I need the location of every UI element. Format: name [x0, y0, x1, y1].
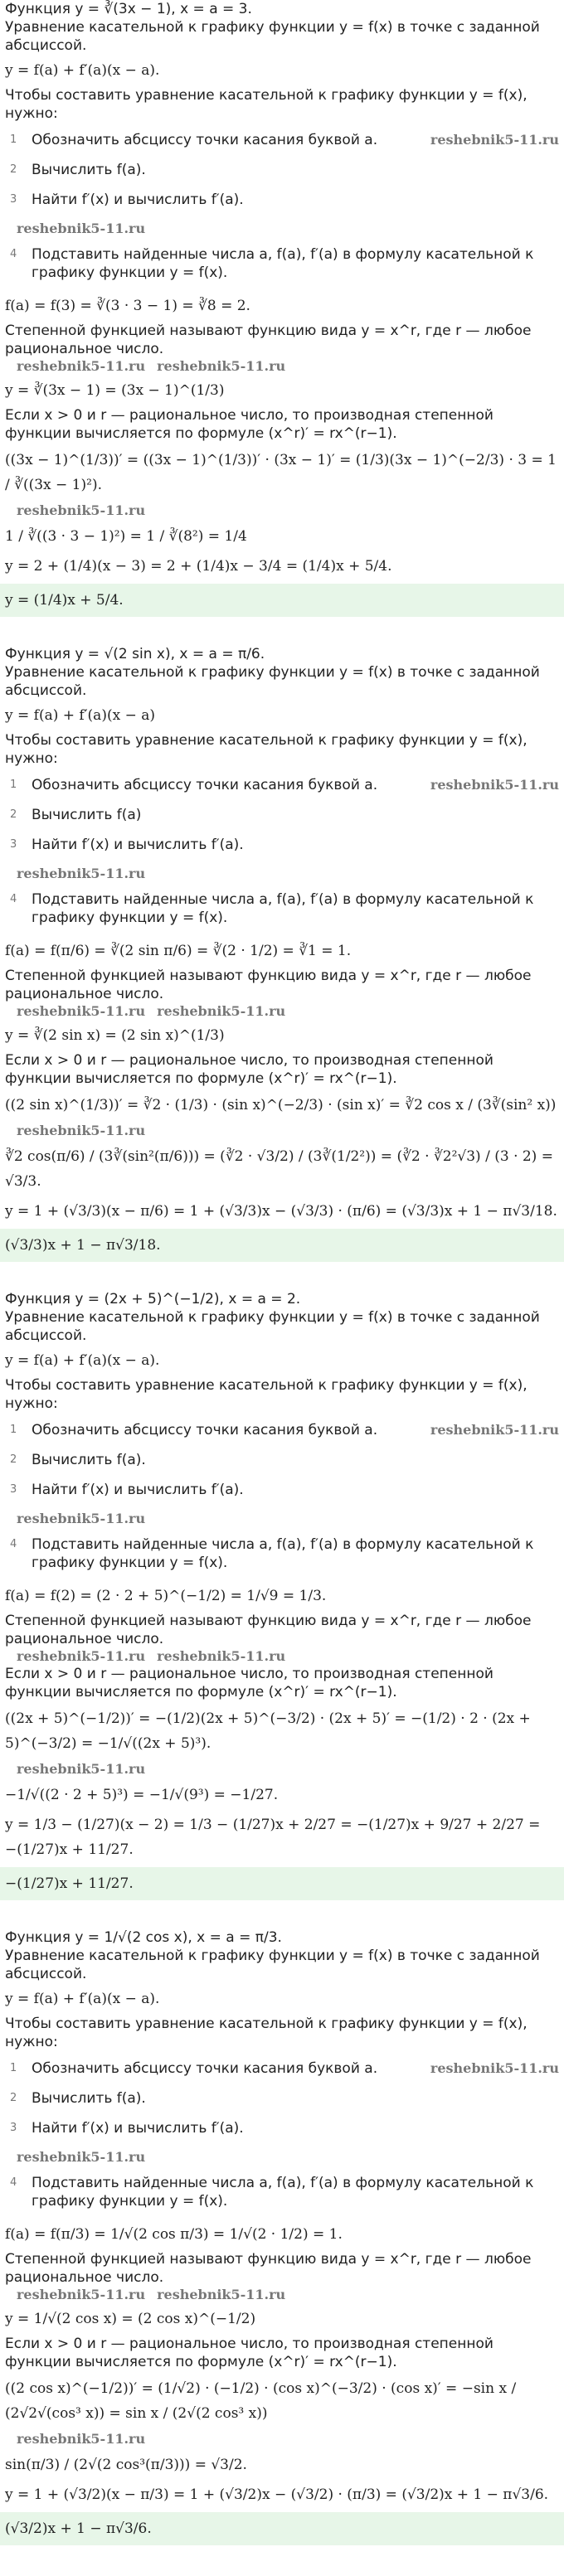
- watermark-text: reshebnik5-11.ru: [430, 1422, 559, 1438]
- power-rewrite: y = 1/√(2 cos x) = (2 cos x)^(−1/2): [5, 2311, 256, 2327]
- step-item: [5, 161, 559, 179]
- derivative-rule: Если x > 0 и r — рациональное число, то производная степенной функции вычисляется по формуле (x^r)′ = rx^(r−1).: [5, 2336, 494, 2370]
- solution-section: [5, 645, 559, 1262]
- f-of-a: f(a) = f(3) = ∛(3 · 3 − 1) = ∛8 = 2.: [5, 298, 250, 314]
- step-text: Подставить найденные числа a, f(a), f′(a) в формулу касательной к графику функции y = f(x).: [32, 2175, 534, 2210]
- step-item: [5, 131, 559, 149]
- tangent-formula: y = f(a) + f′(a)(x − a): [5, 707, 155, 724]
- watermark-text: reshebnik5-11.ru: [430, 2060, 559, 2076]
- watermark-text: reshebnik5-11.ru: [17, 221, 146, 236]
- watermark-line: [5, 1761, 559, 1778]
- step-text: Подставить найденные числа a, f(a), f′(a) в формулу касательной к графику функции y = f(x).: [32, 1536, 534, 1571]
- watermark-text: reshebnik5-11.ru: [17, 2431, 146, 2447]
- solution-section: [5, 1290, 559, 1900]
- problem-header: Функция y = (2x + 5)^(−1/2), x = a = 2.: [5, 1291, 301, 1307]
- derivative-calculation: ((2 cos x)^(−1/2))′ = (1/√2) · (−1/2) · (cos x)^(−3/2) · (cos x)′ = −sin x / (2√2√(cos³ x)) = sin x / (2√(2 cos³ x)): [5, 2380, 517, 2422]
- steps-list: [5, 1421, 559, 1572]
- step-item: [5, 776, 559, 794]
- watermark-text: reshebnik5-11.ru: [17, 866, 146, 881]
- step-text: Вычислить f(a).: [32, 162, 146, 178]
- step-item: [5, 890, 559, 927]
- derivative-calculation: ((2x + 5)^(−1/2))′ = −(1/2)(2x + 5)^(−3/2) · (2x + 5)′ = −(1/2) · 2 · (2x + 5)^(−3/2) = −1/√((2x + 5)³).: [5, 1710, 531, 1752]
- solution-section: [5, 0, 559, 617]
- solution-section: [5, 1928, 559, 2545]
- step-text: Найти f′(x) и вычислить f′(a).: [32, 192, 244, 208]
- power-function-definition: Степенной функцией называют функцию вида y = x^r, где r — любое рациональное число.: [5, 968, 532, 1002]
- derivative-calculation: ((3x − 1)^(1/3))′ = ((3x − 1)^(1/3))′ · (3x − 1)′ = (1/3)(3x − 1)^(−2/3) · 3 = 1 / ∛((3x − 1)²).: [5, 452, 557, 493]
- step-number: 3: [10, 2122, 17, 2134]
- watermark-text: reshebnik5-11.ru: [157, 358, 286, 374]
- tangent-intro: Уравнение касательной к графику функции y = f(x) в точке с заданной абсциссой.: [5, 664, 540, 699]
- derivative-at-a: sin(π/3) / (2√(2 cos³(π/3))) = √3/2.: [5, 2457, 247, 2473]
- watermark-line: [5, 1511, 559, 1527]
- watermark-line: [5, 2149, 559, 2166]
- answer-highlight: (√3/3)x + 1 − π√3/18.: [0, 1229, 564, 1262]
- step-text: Найти f′(x) и вычислить f′(a).: [32, 2120, 244, 2137]
- step-item: [5, 245, 559, 282]
- derivative-rule: Если x > 0 и r — рациональное число, то производная степенной функции вычисляется по формуле (x^r)′ = rx^(r−1).: [5, 1052, 494, 1087]
- watermark-text: reshebnik5-11.ru: [17, 1511, 146, 1526]
- method-intro: Чтобы составить уравнение касательной к графику функции y = f(x), нужно:: [5, 87, 528, 122]
- watermark-line: [5, 221, 559, 237]
- problem-header: Функция y = 1/√(2 cos x), x = a = π/3.: [5, 1929, 282, 1946]
- step-number: 3: [10, 838, 17, 851]
- tangent-intro: Уравнение касательной к графику функции y = f(x) в точке с заданной абсциссой.: [5, 19, 540, 54]
- watermark-line: [5, 358, 559, 375]
- steps-list: [5, 2059, 559, 2210]
- tangent-substitution: y = 1/3 − (1/27)(x − 2) = 1/3 − (1/27)x + 2/27 = −(1/27)x + 9/27 + 2/27 = −(1/27)x + 11/27.: [5, 1817, 541, 1858]
- derivative-at-a: −1/√((2 · 2 + 5)³) = −1/√(9³) = −1/27.: [5, 1787, 279, 1803]
- watermark-line: [5, 1648, 559, 1665]
- step-item: [5, 1481, 559, 1499]
- steps-list: [5, 776, 559, 927]
- step-number: 3: [10, 193, 17, 206]
- answer-highlight: −(1/27)x + 11/27.: [0, 1867, 564, 1900]
- step-text: Подставить найденные числа a, f(a), f′(a) в формулу касательной к графику функции y = f(x).: [32, 891, 534, 926]
- watermark-line: [5, 1003, 559, 1020]
- problem-header: Функция y = ∛(3x − 1), x = a = 3.: [5, 1, 252, 17]
- step-text: Обозначить абсциссу точки касания буквой a.: [32, 777, 378, 793]
- step-number: 2: [10, 2092, 17, 2104]
- watermark-text: reshebnik5-11.ru: [17, 1123, 146, 1138]
- derivative-at-a: 1 / ∛((3 · 3 − 1)²) = 1 / ∛(8²) = 1/4: [5, 528, 247, 545]
- step-number: 1: [10, 133, 17, 146]
- tangent-substitution: y = 1 + (√3/3)(x − π/6) = 1 + (√3/3)x − (√3/3) · (π/6) = (√3/3)x + 1 − π√3/18.: [5, 1203, 557, 1220]
- step-text: Обозначить абсциссу точки касания буквой a.: [32, 1422, 378, 1438]
- step-number: 4: [10, 248, 17, 260]
- step-number: 1: [10, 779, 17, 791]
- tangent-formula: y = f(a) + f′(a)(x − a).: [5, 1352, 160, 1369]
- answer-highlight: y = (1/4)x + 5/4.: [0, 584, 564, 617]
- watermark-text: reshebnik5-11.ru: [17, 1648, 146, 1664]
- watermark-text: reshebnik5-11.ru: [17, 2149, 146, 2165]
- step-item: [5, 836, 559, 854]
- step-text: Обозначить абсциссу точки касания буквой a.: [32, 2060, 378, 2077]
- step-text: Вычислить f(a): [32, 807, 142, 823]
- derivative-rule: Если x > 0 и r — рациональное число, то производная степенной функции вычисляется по формуле (x^r)′ = rx^(r−1).: [5, 1666, 494, 1700]
- step-item: [5, 2089, 559, 2108]
- step-item: [5, 191, 559, 209]
- step-item: [5, 2119, 559, 2137]
- step-number: 2: [10, 163, 17, 176]
- watermark-text: reshebnik5-11.ru: [17, 1003, 146, 1019]
- step-item: [5, 1535, 559, 1572]
- step-number: 2: [10, 808, 17, 821]
- step-number: 4: [10, 893, 17, 905]
- tangent-substitution: y = 1 + (√3/2)(x − π/3) = 1 + (√3/2)x − (√3/2) · (π/3) = (√3/2)x + 1 − π√3/6.: [5, 2486, 549, 2503]
- power-rewrite: y = ∛(2 sin x) = (2 sin x)^(1/3): [5, 1027, 225, 1044]
- step-text: Вычислить f(a).: [32, 1452, 146, 1468]
- step-text: Найти f′(x) и вычислить f′(a).: [32, 837, 244, 853]
- power-function-definition: Степенной функцией называют функцию вида y = x^r, где r — любое рациональное число.: [5, 1613, 532, 1647]
- tangent-substitution: y = 2 + (1/4)(x − 3) = 2 + (1/4)x − 3/4 = (1/4)x + 5/4.: [5, 558, 392, 575]
- step-number: 2: [10, 1453, 17, 1466]
- watermark-text: reshebnik5-11.ru: [17, 502, 146, 518]
- watermark-text: reshebnik5-11.ru: [17, 358, 146, 374]
- step-item: [5, 1421, 559, 1439]
- tangent-intro: Уравнение касательной к графику функции y = f(x) в точке с заданной абсциссой.: [5, 1309, 540, 1344]
- tangent-formula: y = f(a) + f′(a)(x − a).: [5, 1991, 160, 2007]
- watermark-line: [5, 2287, 559, 2303]
- f-of-a: f(a) = f(2) = (2 · 2 + 5)^(−1/2) = 1/√9 = 1/3.: [5, 1588, 327, 1604]
- watermark-text: reshebnik5-11.ru: [157, 1003, 286, 1019]
- method-intro: Чтобы составить уравнение касательной к графику функции y = f(x), нужно:: [5, 732, 528, 767]
- watermark-line: [5, 2431, 559, 2447]
- watermark-text: reshebnik5-11.ru: [430, 777, 559, 793]
- step-number: 4: [10, 1538, 17, 1550]
- steps-list: [5, 131, 559, 282]
- watermark-text: reshebnik5-11.ru: [430, 132, 559, 148]
- step-item: [5, 2059, 559, 2078]
- f-of-a: f(a) = f(π/6) = ∛(2 sin π/6) = ∛(2 · 1/2) = ∛1 = 1.: [5, 943, 352, 959]
- watermark-line: [5, 502, 559, 519]
- step-text: Найти f′(x) и вычислить f′(a).: [32, 1482, 244, 1498]
- tangent-intro: Уравнение касательной к графику функции y = f(x) в точке с заданной абсциссой.: [5, 1948, 540, 1982]
- step-text: Обозначить абсциссу точки касания буквой a.: [32, 132, 378, 148]
- step-item: [5, 806, 559, 824]
- step-item: [5, 2174, 559, 2210]
- power-rewrite: y = ∛(3x − 1) = (3x − 1)^(1/3): [5, 382, 225, 399]
- watermark-line: [5, 866, 559, 882]
- watermark-text: reshebnik5-11.ru: [157, 2287, 286, 2302]
- step-text: Подставить найденные числа a, f(a), f′(a) в формулу касательной к графику функции y = f(x).: [32, 246, 534, 281]
- watermark-text: reshebnik5-11.ru: [17, 2287, 146, 2302]
- method-intro: Чтобы составить уравнение касательной к графику функции y = f(x), нужно:: [5, 1377, 528, 1412]
- power-function-definition: Степенной функцией называют функцию вида y = x^r, где r — любое рациональное число.: [5, 323, 532, 357]
- step-text: Вычислить f(a).: [32, 2090, 146, 2107]
- answer-highlight: (√3/2)x + 1 − π√3/6.: [0, 2512, 564, 2545]
- power-function-definition: Степенной функцией называют функцию вида y = x^r, где r — любое рациональное число.: [5, 2251, 532, 2286]
- step-number: 3: [10, 1483, 17, 1496]
- derivative-rule: Если x > 0 и r — рациональное число, то производная степенной функции вычисляется по формуле (x^r)′ = rx^(r−1).: [5, 407, 494, 442]
- f-of-a: f(a) = f(π/3) = 1/√(2 cos π/3) = 1/√(2 · 1/2) = 1.: [5, 2226, 343, 2243]
- step-number: 1: [10, 2062, 17, 2074]
- problem-header: Функция y = √(2 sin x), x = a = π/6.: [5, 646, 265, 662]
- watermark-text: reshebnik5-11.ru: [157, 1648, 286, 1664]
- derivative-calculation: ((2 sin x)^(1/3))′ = ∛2 · (1/3) · (sin x)^(−2/3) · (sin x)′ = ∛2 cos x / (3∛(sin² x)): [5, 1097, 557, 1113]
- step-item: [5, 1451, 559, 1469]
- step-number: 1: [10, 1424, 17, 1436]
- method-intro: Чтобы составить уравнение касательной к графику функции y = f(x), нужно:: [5, 2016, 528, 2050]
- derivative-at-a: ∛2 cos(π/6) / (3∛(sin²(π/6))) = (∛2 · √3/2) / (3∛(1/2²)) = (∛2 · ∛2²√3) / (3 · 2) = √3/3.: [5, 1148, 553, 1190]
- watermark-line: [5, 1123, 559, 1139]
- tangent-formula: y = f(a) + f′(a)(x − a).: [5, 62, 160, 79]
- watermark-text: reshebnik5-11.ru: [17, 1761, 146, 1777]
- step-number: 4: [10, 2176, 17, 2189]
